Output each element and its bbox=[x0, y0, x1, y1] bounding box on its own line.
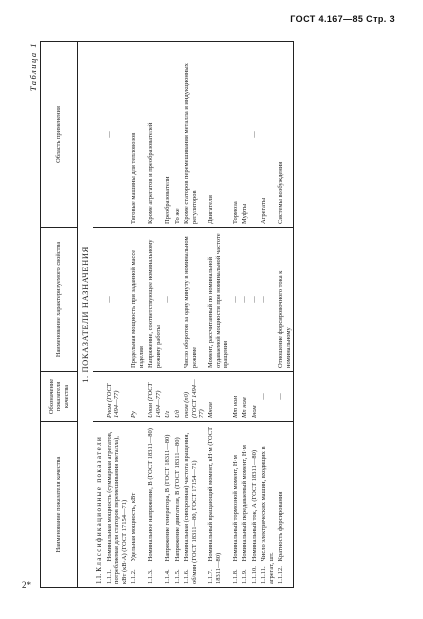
indicator-property: Напряжение, соответствующее номинальному режиму работы bbox=[146, 228, 163, 372]
table-row bbox=[163, 42, 172, 588]
indicator-property: — bbox=[240, 228, 249, 372]
table-row bbox=[105, 42, 129, 588]
indicator-property: Момент, рассчитанный по номинальной отдаваемой мощности при номинальной частоте вращения bbox=[206, 228, 230, 372]
indicator-scope: Муфты bbox=[240, 42, 249, 228]
indicator-name: 1.1.5. Напряжение двигателя, В (ГОСТ 18311—80) bbox=[173, 422, 182, 588]
indicator-scope: Тормоза bbox=[231, 42, 240, 228]
indicator-name: 1.1.7. Номинальный вращающий момент, кН·м (ГОСТ 18311—80) bbox=[206, 422, 230, 588]
table-row bbox=[231, 42, 240, 588]
indicator-name: 1.1.10. Номинальный ток, А (ГОСТ 18311—80) bbox=[250, 422, 259, 588]
indicator-scope: — bbox=[105, 42, 129, 228]
indicator-symbol: nном (n0) (ГОСТ 1494—77) bbox=[182, 372, 206, 422]
table-row bbox=[129, 42, 146, 588]
page-marker: 2* bbox=[22, 580, 31, 590]
row-number: 1.1.3. bbox=[147, 569, 155, 584]
indicator-scope: Кроме статоров перемешивания металла и индукционных регуляторов bbox=[182, 42, 206, 228]
table-row bbox=[276, 42, 293, 588]
indicator-property: Отношение форсировочного тока к номинальному bbox=[276, 228, 293, 372]
indicator-symbol: Mт ном bbox=[231, 372, 240, 422]
indicator-name: 1.1.2. Удельная мощность, кВт bbox=[129, 422, 146, 588]
table-row bbox=[146, 42, 163, 588]
indicator-scope: Кроме агрегатов и преобразователей bbox=[146, 42, 163, 228]
table-label: Таблица 1 bbox=[28, 42, 38, 92]
row-number: 1.1.10. bbox=[250, 566, 258, 584]
indicator-name: 1.1.6. Номинальная (синхронная) частота вращения, об/мин (ГОСТ 18311—80, ГОСТ 17154—71) bbox=[182, 422, 206, 588]
row-number: 1.1.5. bbox=[173, 569, 181, 584]
indicator-name: 1.1.11. Число электрических машин, входящих в агрегат, шт. bbox=[259, 422, 276, 588]
quality-indicators-table bbox=[40, 41, 294, 588]
subsection-row bbox=[93, 42, 105, 588]
indicator-property: Число оборотов за одну минуту в номинальном режиме bbox=[182, 228, 206, 372]
rotated-table-container bbox=[26, 40, 408, 588]
indicator-symbol: Uном (ГОСТ 1494—77) bbox=[146, 372, 163, 422]
row-number: 1.1.1. bbox=[105, 569, 113, 584]
indicator-property: — bbox=[259, 228, 276, 372]
indicator-symbol: Mном bbox=[206, 372, 230, 422]
table-row bbox=[173, 42, 182, 588]
indicator-symbol: — bbox=[276, 372, 293, 422]
row-number: 1.1.8. bbox=[231, 569, 239, 584]
subsection-cell bbox=[93, 422, 105, 588]
row-number: 1.1.9. bbox=[241, 569, 249, 584]
table-row bbox=[250, 42, 259, 588]
section-title: 1. ПОКАЗАТЕЛИ НАЗНАЧЕНИЯ bbox=[78, 42, 93, 588]
row-number: 1.1.6. bbox=[183, 569, 191, 584]
row-number: 1.1.4. bbox=[164, 569, 172, 584]
indicator-name: 1.1.1. Номинальная мощность (суммарная агрегатов, потребляемая для статоров перемешивания металла), кВт (кВ·А) (ГОСТ 17154—71) bbox=[105, 422, 129, 588]
indicator-symbol: — bbox=[259, 372, 276, 422]
row-number: 1.1.7. bbox=[207, 569, 215, 584]
indicator-scope: То же bbox=[173, 42, 182, 228]
table-row bbox=[206, 42, 230, 588]
indicator-name: 1.1.12. Кратность форсирования bbox=[276, 422, 293, 588]
indicator-scope: Агрегаты bbox=[259, 42, 276, 228]
table-row bbox=[259, 42, 276, 588]
indicator-scope: Тяговые машины для тепловозов bbox=[129, 42, 146, 228]
rotated-page-area bbox=[26, 40, 408, 588]
column-header-scope: Область применения bbox=[41, 42, 78, 228]
indicator-name: 1.1.3. Номинальное напряжение, В (ГОСТ 18311—80) bbox=[146, 422, 163, 588]
column-header-property: Наименование характеризуемого свойства bbox=[41, 228, 78, 372]
page-header bbox=[0, 0, 423, 44]
table-header-row bbox=[41, 42, 78, 588]
indicator-scope: Двигатели bbox=[206, 42, 230, 228]
row-number: 1.1.11. bbox=[260, 566, 268, 584]
table-row bbox=[240, 42, 249, 588]
indicator-property bbox=[173, 228, 182, 372]
row-number: 1.1.12. bbox=[277, 566, 285, 584]
indicator-scope: Преобразователи bbox=[163, 42, 172, 228]
indicator-name: 1.1.8. Номинальный тормозной момент, Н·м bbox=[231, 422, 240, 588]
indicator-property: — bbox=[105, 228, 129, 372]
section-row bbox=[78, 42, 93, 588]
indicator-symbol: Mп ном bbox=[240, 372, 249, 422]
indicator-scope: — bbox=[250, 42, 259, 228]
row-number: 1.1.2. bbox=[130, 569, 138, 584]
indicator-symbol: Pном (ГОСТ 1494—77) bbox=[105, 372, 129, 422]
column-header-symbol: Обозначение показателя качества bbox=[41, 372, 78, 422]
column-header-name: Наименование показателя качества bbox=[41, 422, 78, 588]
subsection-number: 1.1. bbox=[94, 573, 103, 584]
indicator-symbol: Iном bbox=[250, 372, 259, 422]
indicator-symbol: Uд bbox=[173, 372, 182, 422]
standard-reference: ГОСТ 4.167—85 Стр. 3 bbox=[290, 14, 395, 24]
indicator-property: Предельная мощность при заданной массе изделия bbox=[129, 228, 146, 372]
indicator-property: — bbox=[231, 228, 240, 372]
indicator-property: — bbox=[163, 228, 172, 372]
indicator-property: — bbox=[250, 228, 259, 372]
indicator-name: 1.1.4. Напряжение генератора, В (ГОСТ 18311—80) bbox=[163, 422, 172, 588]
indicator-scope: Системы возбуждения bbox=[276, 42, 293, 228]
indicator-symbol: Pу bbox=[129, 372, 146, 422]
subsection-title: Классификационные показатели bbox=[94, 435, 103, 572]
indicator-symbol: Uг bbox=[163, 372, 172, 422]
indicator-name: 1.1.9. Номинальный передаваемый момент, Н·м bbox=[240, 422, 249, 588]
table-row bbox=[182, 42, 206, 588]
